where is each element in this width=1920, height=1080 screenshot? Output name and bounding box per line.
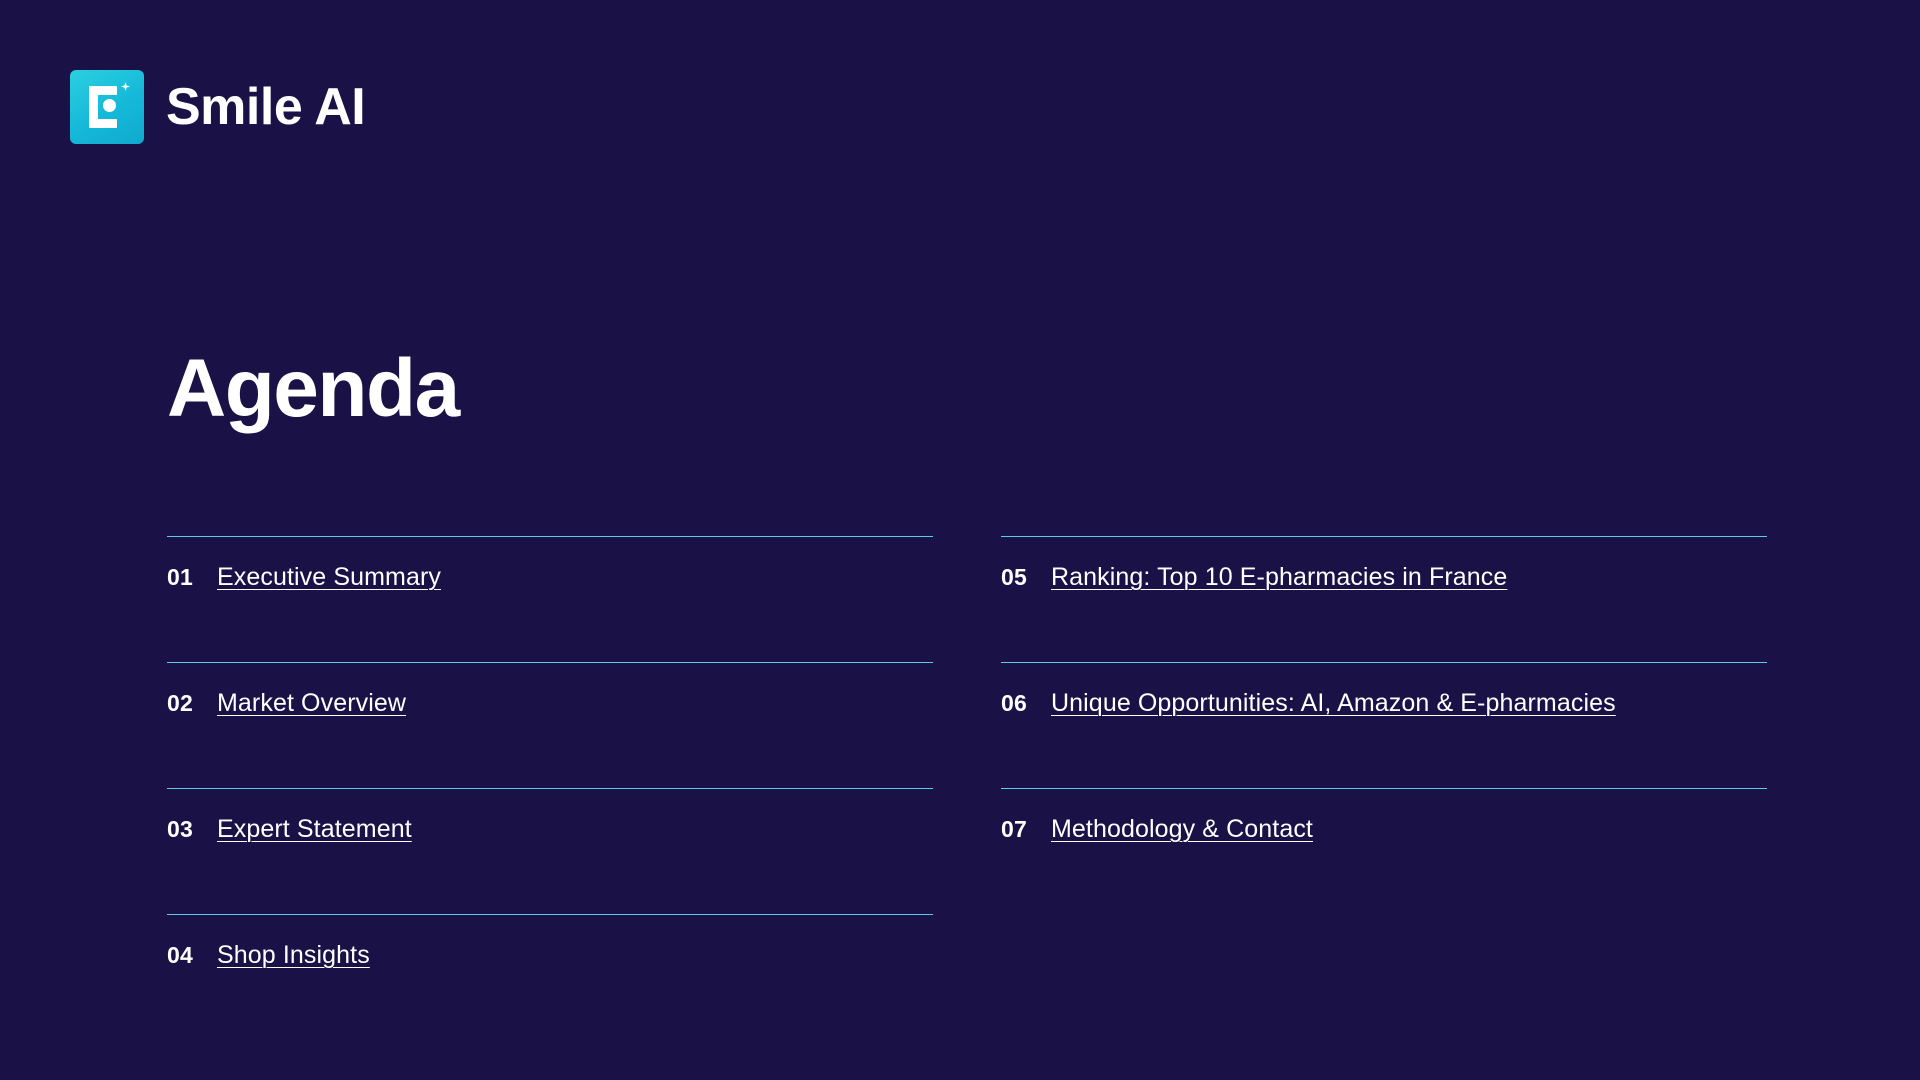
- agenda-item-label[interactable]: Expert Statement: [217, 815, 412, 843]
- agenda-item-label[interactable]: Unique Opportunities: AI, Amazon & E-pharmacies: [1051, 689, 1616, 717]
- page-title: Agenda: [167, 343, 459, 434]
- agenda-item-number: 04: [167, 942, 193, 968]
- agenda-item[interactable]: [1001, 662, 1767, 788]
- agenda-item-number: 03: [167, 816, 193, 842]
- agenda-list: [167, 536, 1767, 1040]
- agenda-item-number: 06: [1001, 690, 1027, 716]
- agenda-column-left: [167, 536, 933, 1040]
- agenda-item-label[interactable]: Ranking: Top 10 E-pharmacies in France: [1051, 563, 1508, 591]
- agenda-item-label[interactable]: Shop Insights: [217, 941, 370, 969]
- agenda-item[interactable]: [1001, 788, 1767, 914]
- smile-ai-logo-icon: [70, 70, 144, 144]
- brand-name: Smile AI: [166, 78, 366, 136]
- brand-lockup: [70, 70, 365, 144]
- agenda-item-number: 02: [167, 690, 193, 716]
- agenda-item[interactable]: [167, 662, 933, 788]
- agenda-item[interactable]: [1001, 536, 1767, 662]
- agenda-item-number: 01: [167, 564, 193, 590]
- agenda-item-number: 07: [1001, 816, 1027, 842]
- agenda-item-number: 05: [1001, 564, 1027, 590]
- agenda-item-label[interactable]: Executive Summary: [217, 563, 441, 591]
- agenda-column-right: [1001, 536, 1767, 1040]
- agenda-item-label[interactable]: Methodology & Contact: [1051, 815, 1313, 843]
- agenda-item-placeholder: [1001, 914, 1767, 1040]
- agenda-item[interactable]: [167, 914, 933, 1040]
- agenda-item[interactable]: [167, 788, 933, 914]
- agenda-item[interactable]: [167, 536, 933, 662]
- agenda-item-label[interactable]: Market Overview: [217, 689, 407, 717]
